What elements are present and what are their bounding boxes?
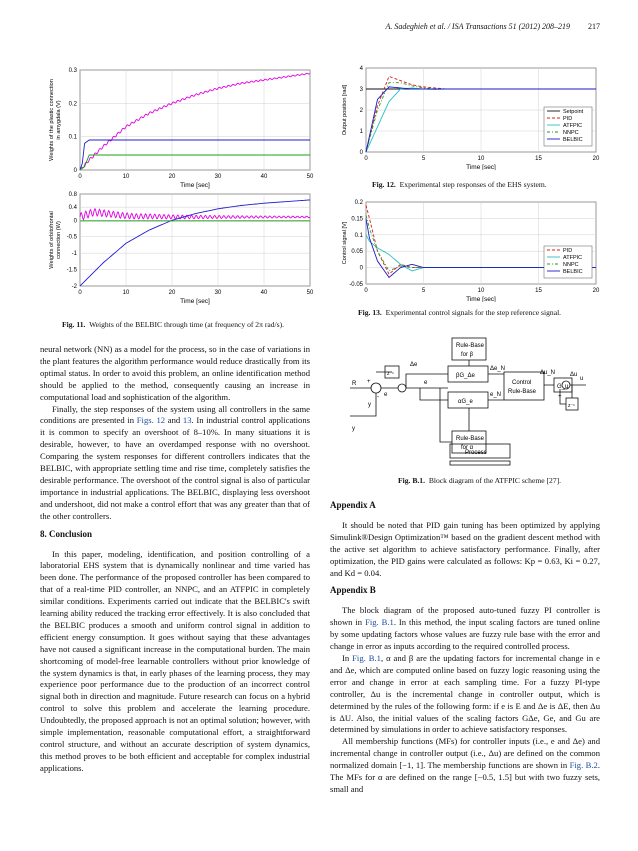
delta-u-label: Δu (570, 372, 578, 378)
rule-base-alpha-label: Rule-Base (456, 436, 485, 442)
legend-label: ATFPIC (563, 255, 583, 261)
link-figB1[interactable]: Fig. B.1 (365, 617, 394, 628)
y-tick-label: 2 (359, 108, 363, 114)
link-fig12[interactable]: Figs. 12 (136, 415, 166, 426)
y-tick-label: 0 (359, 150, 363, 156)
paragraph-conclusion: In this paper, modeling, identification, and position controlling of a laboratorial EHS system that is dynamically nonlinear and time varied has been done. The performance of the proposed controller has been compared to that of a real-time PID controller, an NNPC, and an ATFPIC in completely similar conditions. Experiments carried out indicate that the BELBIC's swift learning ability reduced the tracking error effectively. It is also concluded that the BELBIC produces a smooth and uniform control signal in addition to efficient energy consumption. It goes without saying that these advantages have not caused a significant increase in the computational burden. The main shortcoming of model-free learnable controllers without prior knowledge of the system dynamics is that, in early phases of the learning process, they may experience poor performance due to the production of an incorrect control signal both in direction and magnitude. Future research can focus on a hybrid control to solve this problem and accelerate the learning procedure. Undoubtedly, the proposed approach is not an optimal solution; however, with simple implementation, reasonable computational effort, a straightforward control structure, and without an accurate description of system dynamics, this method proves to be both efficient and acceptable for complex industrial applications. (40, 548, 310, 773)
y-tick-label: -2 (71, 284, 77, 290)
fig11-caption (62, 320, 322, 330)
paragraph-nn: neural network (NN) as a model for the process, so in the case of variations in the plant features the algorithm performance would reduce drastically from its optimal status. In order to avoid this problem, an online identification method should be applied to the method, consequently causing an increase in computational load and sophistication of the algorithm. (40, 344, 310, 402)
text-span: Finally, the step responses of the system using all controllers in the same conditions are presented in (40, 403, 310, 426)
fig13-caption-text: Experimental control signals for the step reference signal. (385, 308, 562, 317)
x-tick-label: 15 (535, 288, 542, 294)
x-tick-label: 30 (214, 174, 222, 180)
y-tick-label: 0 (359, 265, 363, 272)
x-axis-label: Time [sec] (180, 182, 210, 189)
legend-label: Setpoint (563, 109, 584, 115)
x-axis-label: Time [sec] (180, 298, 210, 305)
y-tick-label: 0.2 (68, 101, 77, 108)
y-tick-label: 0.2 (354, 200, 363, 206)
delta-un-label: Δu_N (540, 370, 556, 376)
y-tick-label: 0.3 (68, 68, 77, 74)
legend-label: PID (563, 116, 573, 122)
page-number: 217 (588, 22, 600, 31)
legend-label: ATFPIC (563, 123, 583, 129)
link-fig13[interactable]: 13 (182, 415, 192, 426)
y-tick-label: -1 (71, 251, 77, 258)
y-tick-label: 3 (359, 87, 363, 93)
x-tick-label: 10 (477, 156, 485, 162)
x-tick-label: 50 (306, 290, 314, 296)
x-tick-label: 20 (168, 174, 176, 180)
sum-junction-error (371, 383, 381, 393)
legend-label: BELBIC (563, 137, 583, 143)
journal-citation: A. Sadeghieh et al. / ISA Transactions 51 (2012) 208–219 (385, 22, 570, 31)
y-tick-label: 0.4 (68, 205, 77, 212)
gu-label: G_u (557, 384, 569, 390)
x-tick-label: 50 (306, 174, 314, 180)
x-tick-label: 0 (78, 290, 82, 296)
y-tick-label: -0.05 (349, 282, 363, 288)
paragraph-appendix-b3 (330, 736, 600, 796)
x-tick-label: 40 (260, 174, 268, 180)
y-tick-label: 0.1 (68, 134, 77, 141)
rule-base-beta-label-2: for β (461, 352, 474, 358)
fig11-top-chart (40, 62, 320, 190)
text-span: and (167, 415, 181, 426)
x-tick-label: 20 (592, 288, 600, 294)
y-axis-label: Control signal [V] (342, 221, 348, 265)
y-axis-label: Weights of orbitofrontal (49, 211, 55, 269)
text-span: . In this method, the input scaling factors are tuned online by some updating factors whose values are fuzzy rule base with the error and change in error as inputs according to the required controlled process. (330, 617, 600, 652)
process-label: Process (465, 450, 487, 456)
x-tick-label: 0 (364, 288, 368, 294)
y-tick-label: 0 (73, 168, 77, 174)
legend-label: NNPC (563, 130, 579, 136)
plot-frame (80, 194, 310, 286)
text-span: All membership functions (MFs) for controller inputs (i.e., e and Δe) and incremental change in controller output (i.e., Δu) are defined on the common normalized domain [−1, 1]. The membership functions are shown in (330, 736, 600, 771)
fig11-caption-label: Fig. 11. (62, 320, 86, 329)
y-axis-label: connection (W) (56, 221, 62, 259)
y-tick-label: 0.1 (354, 232, 363, 239)
delta-e-label: Δe (410, 362, 418, 368)
fig12-chart (336, 62, 602, 170)
y-axis-label: Output position [rad] (342, 84, 348, 136)
paragraph-appendix-b2 (330, 653, 600, 736)
en-label: e_N (490, 392, 502, 398)
rule-base-beta-label: Rule-Base (456, 343, 485, 349)
x-axis-label: Time [sec] (466, 164, 496, 170)
control-rule-base-box (504, 372, 544, 400)
x-tick-label: 10 (477, 288, 485, 294)
legend-label: BELBIC (563, 269, 583, 275)
figB1-caption (398, 476, 598, 486)
feedback-y-label: y (368, 402, 371, 408)
y-tick-label: -1.5 (66, 267, 77, 274)
text-span: In (342, 652, 350, 663)
x-tick-label: 5 (421, 156, 426, 162)
x-tick-label: 40 (260, 290, 268, 296)
y-tick-label: 1 (359, 129, 363, 135)
link-figB1-2[interactable]: Fig. B.1 (352, 652, 381, 663)
x-tick-label: 30 (214, 290, 222, 296)
running-header (40, 22, 600, 34)
reference-label: R (352, 381, 357, 387)
paragraph-appendix-b1 (330, 605, 600, 653)
text-span: . In industrial control applications it is common to specify an overshoot of 8–10%. In many situations it is desirable, however, to have an overdamped response with no overshoot. Comparing the system responses for different controllers indicates that the BELBIC, with appropriate settling time and rise time, completely satisfies the desirable performance. The overshoot of the control signal is also of particular importance in industrial applications. The BELBIC, displaying less overshoot and undershoot, did not make a control effort that was any greater than that of the other controllers. (40, 415, 310, 521)
plus-sign-2: + (558, 394, 562, 400)
alpha-gain-label: αG_e (458, 399, 473, 405)
error-label-2: e (424, 380, 428, 386)
rule-base-alpha-label-2: for α (461, 445, 474, 451)
beta-gain-label: βG_Δe (456, 373, 475, 379)
x-tick-label: 0 (364, 156, 368, 162)
figB1-caption-label: Fig. B.1. (398, 476, 426, 485)
process-box-top (450, 461, 510, 465)
text-span: , α and β are the updating factors for incremental change in e and Δe, which are computed online based on fuzzy logic reasoning using the error and change in error at each sampling time. For a fuzzy PI-type controller, Δu is the incremental change in controller output, which is determined by the rules of the following form: if e is E and Δe is ΔE, then Δu is ΔU. Also, the initial values of the scaling factors GΔe, Ge, and Gu are determined by simulations in order to achieve satisfactory responses. (330, 652, 600, 735)
text-span: The block diagram of the proposed auto-tuned fuzzy PI controller is shown in (330, 605, 600, 628)
sum-junction-delta (398, 384, 406, 392)
y-tick-label: 0 (73, 218, 77, 225)
output-y-label: y (352, 426, 355, 432)
minus-sign: - (377, 394, 379, 400)
control-label: Control (512, 380, 532, 386)
fig13-caption-label: Fig. 13. (358, 308, 382, 317)
legend-label: NNPC (563, 262, 579, 268)
fig13-chart (336, 196, 602, 302)
appendix-b-heading: Appendix B (330, 585, 376, 596)
y-tick-label: 0.05 (351, 249, 363, 256)
section-heading-conclusion: 8. Conclusion (40, 528, 93, 539)
y-axis-label: Weights of the plastic connection (49, 79, 55, 161)
fig13-caption (358, 308, 602, 318)
fig12-caption (372, 180, 602, 190)
x-tick-label: 5 (421, 288, 426, 294)
paragraph-step-responses (40, 404, 310, 523)
x-tick-label: 0 (78, 174, 82, 180)
fig11-bottom-chart (40, 190, 320, 310)
u-label: u (580, 376, 584, 382)
plus-sign: + (367, 379, 371, 385)
link-figB2[interactable]: Fig. B.2 (569, 760, 598, 771)
appendix-a-heading: Appendix A (330, 500, 376, 510)
error-label: e (384, 392, 388, 398)
figB1-block-diagram (340, 336, 590, 466)
y-tick-label: 4 (359, 66, 363, 72)
right-column (330, 494, 600, 796)
delta-en-label: Δe_N (490, 366, 506, 372)
fig12-caption-label: Fig. 12. (372, 180, 396, 189)
fig12-caption-text: Experimental step responses of the EHS system. (399, 180, 547, 189)
fig11-caption-text: Weights of the BELBIC through time (at frequency of 2π rad/s). (89, 320, 285, 329)
legend-label: PID (563, 248, 573, 254)
control-label-2: Rule-Base (508, 389, 537, 395)
y-axis-label: in amygdala (V) (56, 100, 62, 140)
x-tick-label: 20 (592, 156, 600, 162)
text-span: . The MFs for α are defined on the range [−0.5, 1.5] but with two fuzzy sets, small and (330, 760, 600, 794)
y-tick-label: 0.8 (68, 192, 77, 198)
x-tick-label: 20 (168, 290, 176, 296)
x-axis-label: Time [sec] (466, 296, 496, 302)
y-tick-label: -0.5 (66, 234, 77, 241)
left-column (40, 344, 310, 775)
x-tick-label: 10 (122, 174, 130, 180)
paragraph-appendix-a: It should be noted that PID gain tuning has been optimized by applying Simulink®Design Optimization™ based on the gradient descent method with the active set algorithm to achieve satisfactory performance. Finally, after optimization, the PID gains were calculated as follows: Kp = 0.63, Ki = 0.27, and Kd = 0.04. (330, 519, 600, 578)
figB1-caption-text: Block diagram of the ATFPIC scheme [27]. (428, 476, 562, 485)
y-tick-label: 0.15 (351, 216, 363, 223)
x-tick-label: 15 (535, 156, 542, 162)
x-tick-label: 10 (122, 290, 130, 296)
z-inverse-label-2: z⁻¹ (568, 403, 575, 409)
z-inverse-label: z⁻¹ (387, 371, 394, 377)
